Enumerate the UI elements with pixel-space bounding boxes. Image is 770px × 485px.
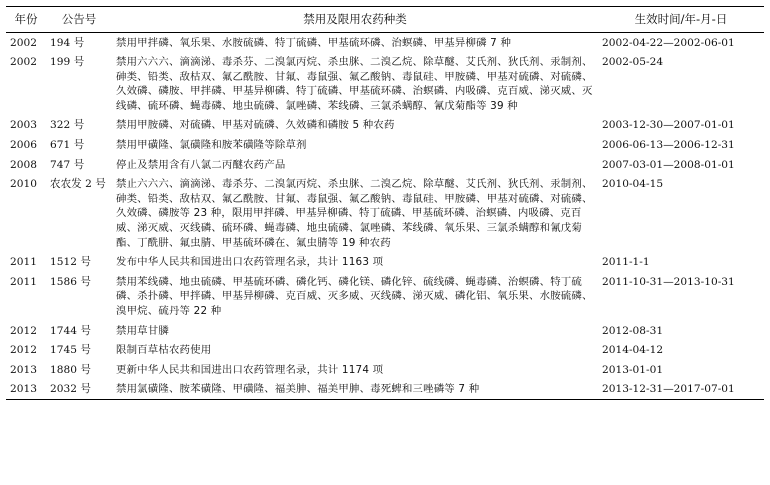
cell-effective-date: 2002-04-22—2002-06-01	[602, 36, 735, 49]
cell-effective-date: 2013-01-01	[602, 363, 664, 376]
cell-announcement-no: 1745 号	[50, 344, 91, 357]
cell-announcement-no: 1744 号	[50, 324, 91, 337]
pesticide-ban-table	[6, 6, 764, 400]
cell-year: 2010	[10, 178, 37, 191]
table-row	[6, 33, 764, 53]
header-pesticide-types: 禁用及限用农药种类	[112, 7, 598, 33]
cell-year: 2006	[10, 139, 37, 152]
cell-announcement-no: 1880 号	[50, 363, 91, 376]
cell-pesticide-types: 更新中华人民共和国进出口农药管理名录，共计 1174 项	[116, 363, 384, 376]
cell-announcement-no: 农农发 2 号	[50, 178, 106, 191]
table-row	[6, 380, 764, 400]
table-row	[6, 155, 764, 175]
cell-pesticide-types: 停止及禁用含有八氯二丙醚农药产品	[116, 158, 286, 171]
cell-effective-date: 2002-05-24	[602, 56, 664, 69]
cell-announcement-no: 1586 号	[50, 275, 91, 288]
cell-announcement-no: 747 号	[50, 158, 85, 171]
cell-announcement-no: 1512 号	[50, 256, 91, 269]
cell-effective-date: 2010-04-15	[602, 178, 664, 191]
cell-pesticide-types: 禁用甲磺隆、氯磺隆和胺苯磺隆等除草剂	[116, 139, 307, 152]
cell-pesticide-types: 禁用苯线磷、地虫硫磷、甲基硫环磷、磷化钙、磷化镁、磷化锌、硫线磷、蝇毒磷、治螟磷、特丁硫磷、杀扑磷、甲拌磷、甲基异柳磷、克百威、灭多威、灭线磷、涕灭威、磷化铝、氧乐果、水胺硫磷、溴甲烷、硫丹等 22 种	[116, 275, 593, 317]
cell-pesticide-types: 禁用氯磺隆、胺苯磺隆、甲磺隆、福美胂、福美甲胂、毒死蜱和三唑磷等 7 种	[112, 380, 598, 400]
cell-year: 2012	[10, 324, 37, 337]
header-effective-date: 生效时间/年-月-日	[598, 7, 764, 33]
cell-announcement-no: 2032 号	[46, 380, 112, 400]
cell-effective-date: 2011-1-1	[602, 256, 650, 269]
cell-effective-date: 2011-10-31—2013-10-31	[602, 275, 735, 288]
cell-year: 2003	[10, 119, 37, 132]
cell-year: 2013	[10, 363, 37, 376]
table-row	[6, 253, 764, 273]
table-row	[6, 321, 764, 341]
cell-year: 2008	[10, 158, 37, 171]
cell-pesticide-types: 禁用六六六、滴滴涕、毒杀芬、二溴氯丙烷、杀虫脒、二溴乙烷、除草醚、艾氏剂、狄氏剂、汞制剂、砷类、铅类、敌枯双、氟乙酰胺、甘氟、毒鼠强、氟乙酸钠、毒鼠硅、甲胺磷、甲基对硫磷、对硫磷、久效磷、磷胺、甲拌磷、甲基异柳磷、特丁硫磷、甲基硫环磷、治螟磷、内吸磷、克百威、涕灭威、灭线磷、硫环磷、蝇毒磷、地虫硫磷、氯唑磷、苯线磷、三氯杀螨醇、氰戊菊酯等 39 种	[116, 56, 593, 112]
cell-year: 2002	[10, 56, 37, 69]
table-row	[6, 360, 764, 380]
cell-pesticide-types: 限制百草枯农药使用	[116, 344, 212, 357]
cell-announcement-no: 322 号	[50, 119, 85, 132]
cell-pesticide-types: 禁止六六六、滴滴涕、毒杀芬、二溴氯丙烷、杀虫脒、二溴乙烷、除草醚、艾氏剂、狄氏剂、汞制剂、砷类、铅类、敌枯双、氟乙酰胺、甘氟、毒鼠强、氟乙酸钠、毒鼠硅、甲胺磷、甲基对硫磷、对硫磷、久效磷、磷胺等 23 种，限用甲拌磷、甲基异柳磷、特丁硫磷、甲基硫环磷、治螟磷、内吸磷、克百威、涕灭威、灭线磷、硫环磷、蝇毒磷、地虫硫磷、氯唑磷、苯线磷、氧乐果、三氯杀螨醇和氰戊菊酯、丁酰肼、氟虫腈、甲基硫环磷在、氟虫腈等 19 种农药	[116, 178, 593, 249]
table-row	[6, 341, 764, 361]
table-row	[6, 136, 764, 156]
table-body	[6, 33, 764, 400]
cell-year: 2012	[10, 344, 37, 357]
header-announcement-no: 公告号	[46, 7, 112, 33]
table-row	[6, 53, 764, 116]
cell-effective-date: 2003-12-30—2007-01-01	[602, 119, 735, 132]
table-row	[6, 116, 764, 136]
cell-announcement-no: 194 号	[50, 36, 85, 49]
cell-effective-date: 2014-04-12	[602, 344, 664, 357]
table-row	[6, 272, 764, 321]
cell-year: 2013	[6, 380, 46, 400]
cell-announcement-no: 671 号	[50, 139, 85, 152]
cell-effective-date: 2006-06-13—2006-12-31	[602, 139, 735, 152]
cell-pesticide-types: 禁用甲拌磷、氧乐果、水胺硫磷、特丁硫磷、甲基硫环磷、治螟磷、甲基异柳磷 7 种	[116, 36, 512, 49]
cell-year: 2011	[10, 256, 37, 269]
table-header	[6, 7, 764, 33]
cell-effective-date: 2007-03-01—2008-01-01	[602, 158, 735, 171]
cell-year: 2002	[10, 36, 37, 49]
cell-effective-date: 2012-08-31	[602, 324, 664, 337]
cell-year: 2011	[10, 275, 37, 288]
header-year: 年份	[6, 7, 46, 33]
table-row	[6, 175, 764, 253]
cell-pesticide-types: 禁用草甘膦	[116, 324, 169, 337]
cell-effective-date: 2013-12-31—2017-07-01	[598, 380, 764, 400]
cell-announcement-no: 199 号	[50, 56, 85, 69]
cell-pesticide-types: 禁用甲胺磷、对硫磷、甲基对硫磷、久效磷和磷胺 5 种农药	[116, 119, 395, 132]
cell-pesticide-types: 发布中华人民共和国进出口农药管理名录，共计 1163 项	[116, 256, 384, 269]
